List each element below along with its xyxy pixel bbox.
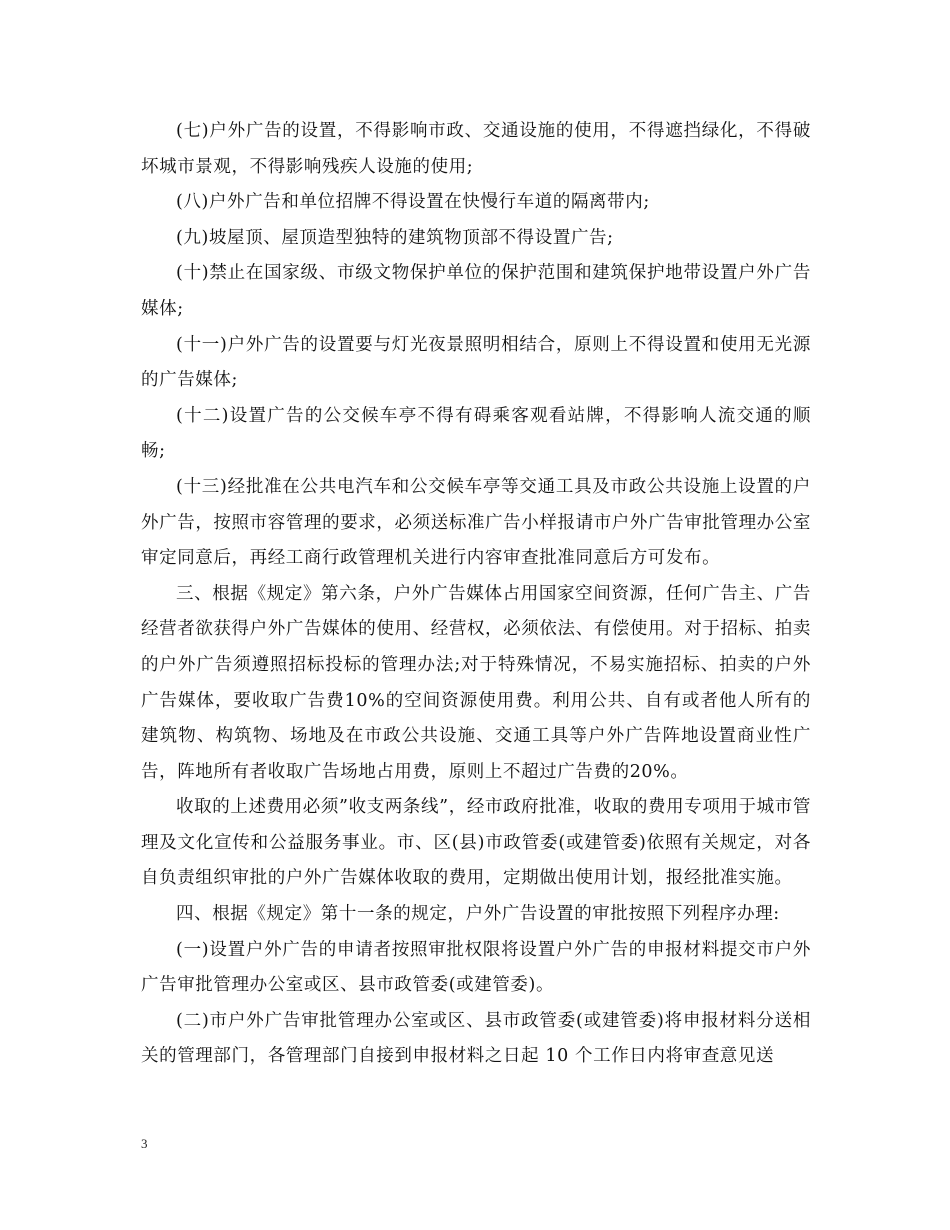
paragraph-item-10: (十)禁止在国家级、市级文物保护单位的保护范围和建筑保护地带设置户外广告媒体; [141, 263, 811, 319]
paragraph-section-4: 四、根据《规定》第十一条的规定，户外广告设置的审批按照下列程序办理: [176, 904, 780, 925]
paragraph-item-13: (十三)经批准在公共电汽车和公交候车亭等交通工具及市政公共设施上设置的户外广告，按照市容管理的要求，必须送标准广告小样报请市户外广告审批管理办公室审定同意后，再经工商行政管理机关进行内容审查批准同意后方可发布。 [141, 476, 811, 569]
page-number: 3 [141, 1136, 148, 1151]
paragraph-item-9: (九)坡屋顶、屋顶造型独特的建筑物顶部不得设置广告; [176, 227, 614, 248]
paragraph-procedure-1: (一)设置户外广告的申请者按照审批权限将设置户外广告的申报材料提交市户外广告审批管理办公室或区、县市政管委(或建管委)。 [141, 939, 811, 996]
paragraph-procedure-2: (二)市户外广告审批管理办公室或区、县市政管委(或建管委)将申报材料分送相关的管理部门，各管理部门自接到申报材料之日起 10 个工作日内将审查意见送 [141, 1010, 811, 1067]
paragraph-item-11: (十一)户外广告的设置要与灯光夜景照明相结合，原则上不得设置和使用无光源的广告媒体; [141, 334, 811, 391]
paragraph-item-12: (十二)设置广告的公交候车亭不得有碍乘客观看站牌，不得影响人流交通的顺畅; [141, 405, 811, 462]
paragraph-item-7: (七)户外广告的设置，不得影响市政、交通设施的使用，不得遮挡绿化，不得破坏城市景观，不得影响残疾人设施的使用; [141, 121, 811, 177]
paragraph-item-8: (八)户外广告和单位招牌不得设置在快慢行车道的隔离带内; [176, 192, 650, 213]
document-body [141, 114, 811, 1075]
paragraph-section-3: 三、根据《规定》第六条，户外广告媒体占用国家空间资源，任何广告主、广告经营者欲获得户外广告媒体的使用、经营权，必须依法、有偿使用。对于招标、拍卖的户外广告须遵照招标投标的管理办法;对于特殊情况，不易实施招标、拍卖的户外广告媒体，要收取广告费10%的空间资源使用费。利用公共、自有或者他人所有的建筑物、构筑物、场地及在市政公共设施、交通工具等户外广告阵地设置商业性广告，阵地所有者收取广告场地占用费，原则上不超过广告费的20%。 [141, 583, 811, 782]
paragraph-fee-usage: 收取的上述费用必须”收支两条线”，经市政府批准，收取的费用专项用于城市管理及文化宣传和公益服务事业。市、区(县)市政管委(或建管委)依照有关规定，对各自负责组织审批的户外广告媒体收取的费用，定期做出使用计划，报经批准实施。 [141, 797, 811, 889]
